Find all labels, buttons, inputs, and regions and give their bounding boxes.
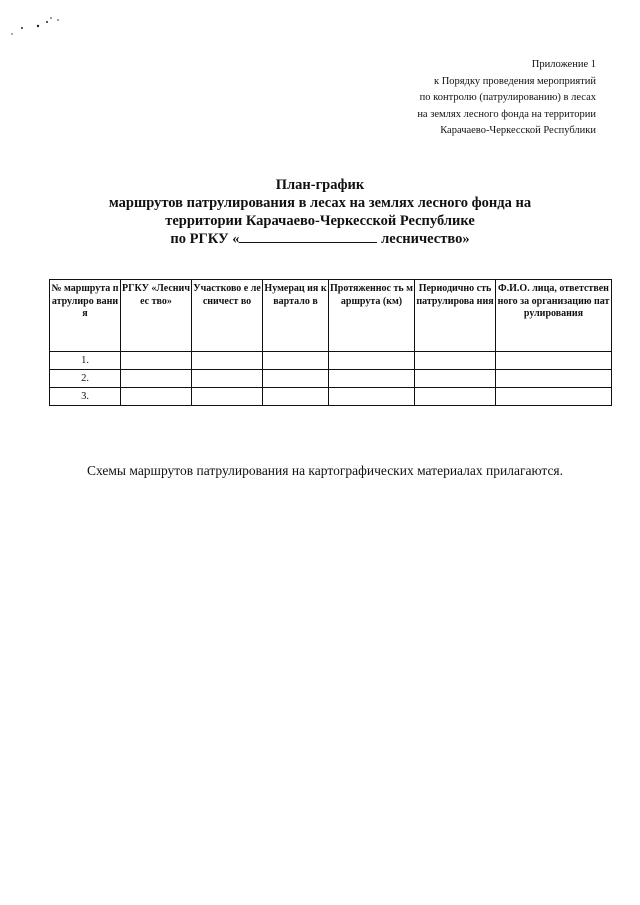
table-cell — [263, 388, 329, 406]
appendix-line: Карачаево-Черкесской Республики — [440, 125, 596, 136]
scan-specks — [8, 10, 68, 38]
table-cell — [329, 352, 415, 370]
table-cell — [121, 370, 192, 388]
appendix-line: к Порядку проведения мероприятий — [434, 75, 596, 87]
appendix-line: по контролю (патрулированию) в лесах — [419, 92, 596, 103]
title-line-4 — [0, 230, 640, 248]
table-cell: 3. — [50, 388, 121, 406]
title-line-2: маршрутов патрулирования в лесах на землях лесного фонда на — [108, 195, 532, 211]
table-cell — [121, 352, 192, 370]
header-forestry: РГКУ «Лесничес тво» — [121, 280, 192, 352]
table-cell: 2. — [50, 370, 121, 388]
header-quarter-numbering: Нумерац ия квартало в — [263, 280, 329, 352]
table-cell — [329, 370, 415, 388]
table-cell — [496, 388, 612, 406]
table-cell — [329, 388, 415, 406]
table-cell: 1. — [50, 352, 121, 370]
table-header-row — [50, 280, 612, 352]
patrol-plan-table — [49, 279, 612, 406]
title-line-4-prefix: по РГКУ « — [170, 231, 240, 247]
title-line-4-suffix: лесничество» — [377, 231, 470, 247]
header-district-forestry: Участково е лесничест во — [192, 280, 263, 352]
header-route-length: Протяженнос ть маршрута (км) — [329, 280, 415, 352]
table-cell — [121, 388, 192, 406]
table-row — [50, 388, 612, 406]
table-cell — [496, 352, 612, 370]
table-cell — [263, 370, 329, 388]
blank-field — [239, 230, 377, 243]
title-line-1: План-график — [275, 177, 365, 193]
table-cell — [415, 370, 496, 388]
appendix-note — [296, 57, 596, 140]
table-cell — [496, 370, 612, 388]
table-cell — [263, 352, 329, 370]
table-row — [50, 370, 612, 388]
appendix-line: Приложение 1 — [531, 59, 596, 70]
header-responsible-person: Ф.И.О. лица, ответственного за организацию патрулирования — [496, 280, 612, 352]
table-row — [50, 352, 612, 370]
header-route-number: № маршрута патрулиро вания — [50, 280, 121, 352]
table-cell — [192, 388, 263, 406]
document-title — [0, 176, 640, 248]
table-cell — [415, 352, 496, 370]
table-cell — [192, 370, 263, 388]
table-cell — [192, 352, 263, 370]
header-patrol-frequency: Периодично сть патрулирова ния — [415, 280, 496, 352]
table-cell — [415, 388, 496, 406]
title-line-3: территории Карачаево-Черкесской Республике — [165, 213, 475, 229]
attachment-note: Схемы маршрутов патрулирования на картографических материалах прилагаются. — [86, 463, 564, 478]
appendix-line: на землях лесного фонда на территории — [417, 108, 596, 120]
